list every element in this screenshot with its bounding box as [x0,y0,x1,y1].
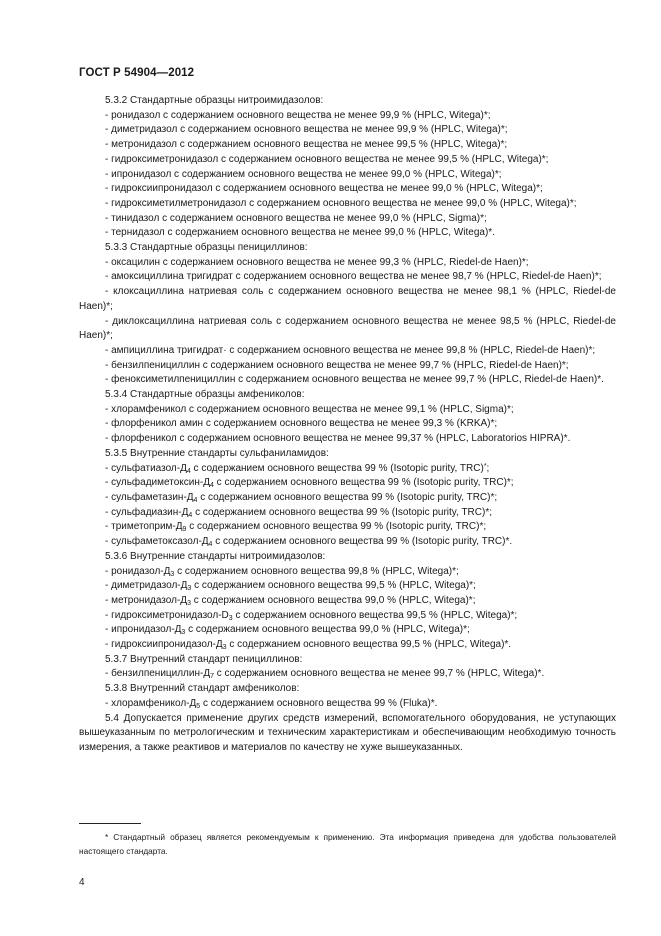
item-description: с содержанием основного вещества 99,0 % (HPLC, Witega)*; [190,594,476,606]
list-item [79,565,616,580]
section-heading-5-3-3: 5.3.3 Стандартные образцы пенициллинов: [105,242,308,254]
item-name: - ипронидазол-Д [105,624,182,636]
section-heading-5-3-2: 5.3.2 Стандартные образцы нитроимидазолов: [105,95,324,106]
list-item: - тинидазол с содержанием основного вещества не менее 99,0 % (HPLC, Sigma)*; [105,212,487,224]
item-description: с содержанием основного вещества не менее 99,7 % (HPLC, Witega)*. [214,668,545,680]
list-item [79,609,616,624]
list-item: - диметридазол с содержанием основного вещества не менее 99,9 % (HPLC, Witega)*; [105,124,508,136]
isotope-subscript: 3 [170,570,175,578]
list-item [79,506,616,521]
isotope-subscript: 4 [208,541,213,549]
item-name: - гидроксиипронидазол-Д [105,639,223,651]
isotope-subscript: 9 [182,526,187,534]
item-name: - ронидазол-Д [105,565,171,577]
list-item: - диклоксациллина натриевая соль с содержанием основного вещества не менее 98,5 % (HPLC, Riedel-de Haen)*; [79,315,616,342]
isotope-subscript: 3 [187,585,192,593]
list-item [79,623,616,638]
isotope-subscript: 7 [210,673,214,681]
list-item: - амоксициллина тригидрат с содержанием основного вещества не менее 98,7 % (HPLC, Riedel-de Haen)*; [105,271,602,283]
item-name: - бензилпенициллин-Д [105,668,211,680]
list-item: - хлорамфеникол с содержанием основного вещества не менее 99,1 % (HPLC, Sigma)*; [105,403,514,415]
document-body [79,94,616,756]
item-description: с содержанием основного вещества 99 % (Fluka)*. [200,697,438,709]
list-item: - тернидазол с содержанием основного вещества не менее 99,0 % (HPLC, Witega)*. [105,227,495,239]
list-item: - гидроксиметилметронидазол с содержанием основного вещества не менее 99,0 % (HPLC, Witega)*; [105,197,577,209]
isotope-subscript: 4 [209,482,214,490]
isotope-subscript: 4 [193,496,198,504]
item-name: - сульфатиазол-Д [105,462,187,474]
list-item [79,594,616,609]
page-number: 4 [79,877,85,888]
list-item [79,535,616,550]
isotope-subscript: 3 [181,629,186,637]
list-item: - ронидазол с содержанием основного вещества не менее 99,9 % (HPLC, Witega)*; [105,109,491,121]
item-end: ; [486,462,490,474]
list-item [79,476,616,491]
list-item: - ампициллина тригидрат· с содержанием основного вещества не менее 99,8 % (HPLC, Riedel-de Haen)*; [105,344,596,356]
item-description: с содержанием основного вещества 99,5 % (HPLC, Witega)*; [232,609,518,621]
list-item: - флорфеникол с содержанием основного вещества не менее 99,37 % (HPLC, Laboratorios HIPRA)*. [105,433,571,445]
item-description: с содержанием основного вещества 99,5 % (HPLC, Witega)*; [191,580,476,592]
list-item: - метронидазол с содержанием основного вещества не менее 99,5 % (HPLC, Witega)*; [105,139,508,151]
list-item: - бензилпенициллин с содержанием основного вещества не менее 99,7 % (HPLC, Riedel-de Haen)*; [105,359,569,371]
list-item [79,579,616,594]
item-name: - метронидазол-Д [105,594,188,606]
item-description: с содержанием основного вещества 99,5 % (HPLC, Witega)*. [226,639,512,651]
item-description: с содержанием основного вещества 99 % (Isotopic purity, TRC)*; [213,477,514,489]
item-description: с содержанием основного вещества 99 % (Isotopic purity, TRC)*; [197,491,498,503]
section-heading-5-3-8: 5.3.8 Внутренний стандарт амфениколов: [105,683,300,695]
item-name: - сульфадиазин-Д [105,506,189,518]
isotope-subscript: 4 [186,467,191,475]
item-name: - гидроксиметронидазол-D [105,609,229,621]
isotope-subscript: 3 [187,599,191,607]
isotope-subscript: 3 [228,614,233,622]
item-name: - сульфаметазин-Д [105,491,194,503]
isotope-subscript: 5 [196,702,201,710]
list-item: - клоксациллина натриевая соль с содержанием основного вещества не менее 98,1 % (HPLC, Riedel-de Haen)*; [79,286,616,312]
item-name: - сульфаметоксазол-Д [105,536,209,548]
list-item: - гидроксиипронидазол с содержанием основного вещества не менее 99,0 % (HPLC, Witega)*; [105,183,543,195]
item-name: - диметридазол-Д [105,580,188,592]
list-item [79,520,616,535]
item-description: с содержанием основного вещества 99,8 % (HPLC, Witega)*; [174,565,459,577]
footnote-divider [79,823,141,824]
item-name: - триметоприм-Д [105,521,183,533]
item-description: с содержанием основного вещества 99 % (Isotopic purity, TRC)*; [186,521,487,533]
section-heading-5-3-4: 5.3.4 Стандартные образцы амфениколов: [105,389,305,401]
section-paragraph-5-4: 5.4 Допускается применение других средств измерений, вспомогательного оборудования, не уступающих вышеуказанным по метрологическим и техническим характеристикам и обеспечивающим необходимую точность измерения, а также реактивов и материалов по качеству не хуже вышеуказанных. [79,712,616,753]
item-description: с содержанием основного вещества 99 % (Isotopic purity, TRC)*; [192,506,492,518]
list-item [79,638,616,653]
list-item: - оксацилин с содержанием основного вещества не менее 99,3 % (HPLC, Riedel-de Haen)*; [105,256,529,268]
section-heading-5-3-5: 5.3.5 Внутренние стандарты сульфаниламидов: [105,447,329,459]
list-item [79,491,616,506]
isotope-subscript: 3 [222,644,227,652]
section-heading-5-3-7: 5.3.7 Внутренний стандарт пенициллинов: [105,653,303,665]
isotope-subscript: 4 [188,511,193,519]
section-heading-5-3-6: 5.3.6 Внутренние стандарты нитроимидазолов: [105,550,326,562]
list-item: - флорфеникол амин с содержанием основного вещества не менее 99,3 % (KRKA)*; [105,418,498,430]
list-item [79,667,616,682]
list-item: - феноксиметилпенициллин с содержанием основного вещества не менее 99,7 % (HPLC, Riedel-de Haen)*. [105,374,604,386]
footnote-mark: * [483,462,487,470]
list-item: - ипронидазол с содержанием основного вещества не менее 99,0 % (HPLC, Witega)*; [105,168,502,180]
item-name: - хлорамфеникол-Д [105,697,197,709]
item-description: с содержанием основного вещества 99,0 % (HPLC, Witega)*; [185,624,470,636]
document-header: ГОСТ Р 54904—2012 [79,67,195,79]
list-item [79,462,616,477]
item-description: с содержанием основного вещества 99 % (Isotopic purity, TRC) [190,462,484,474]
footnote: * Стандартный образец является рекомендуемым к применению. Эта информация приведена для удобства пользователей настоящего стандарта. [79,832,616,856]
item-description: с содержанием основного вещества 99 % (Isotopic purity, TRC)*. [212,536,513,548]
item-name: - сульфадиметоксин-Д [105,477,210,489]
list-item: - гидроксиметронидазол с содержанием основного вещества не менее 99,5 % (HPLC, Witega)*; [105,153,549,165]
list-item [79,697,616,712]
